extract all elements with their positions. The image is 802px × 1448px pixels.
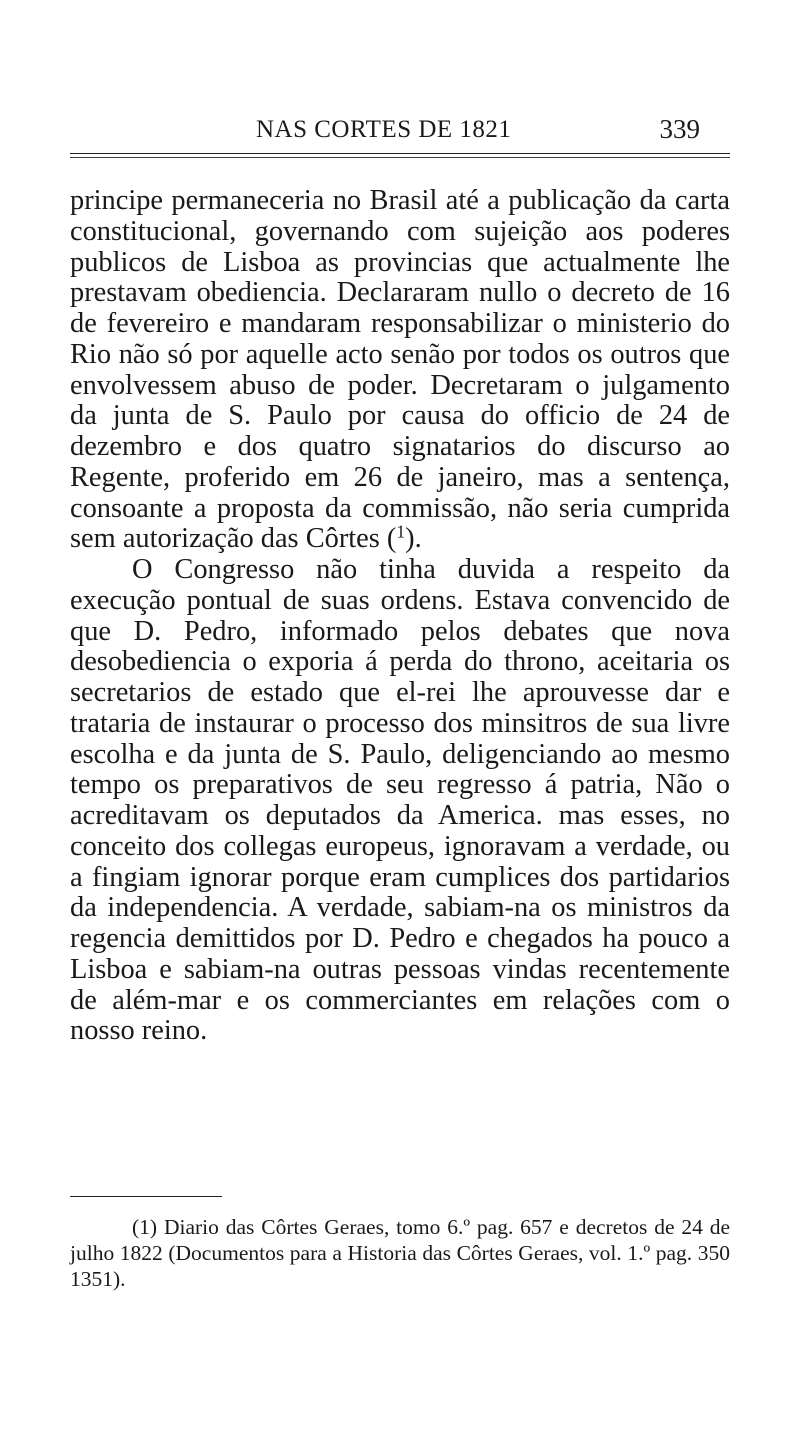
footnote	[70, 1214, 730, 1292]
footnote-rule	[70, 1196, 222, 1197]
running-title: NAS CORTES DE 1821	[256, 116, 512, 143]
paragraph-1-end: ).	[405, 523, 422, 555]
footnote-marker: (1)	[132, 1215, 158, 1239]
paragraph-1	[70, 186, 730, 555]
main-text	[70, 186, 730, 1047]
page-header	[70, 112, 730, 152]
header-rule	[70, 153, 730, 154]
paragraph-1-text: principe permaneceria no Brasil até a publicação da carta constitucional, governando com sujeição aos poderes publicos de Lisboa as provincias que actualmente lhe prestavam obediencia. Declararam nullo o decreto de 16 de fevereiro e mandaram responsabilizar o ministerio do Rio não só por aquelle acto senão por todos os outros que envolvessem abuso de poder. Decretaram o julgamento da junta de S. Paulo por causa do officio de 24 de dezembro e dos quatro signatarios do discurso ao Regente, proferido em 26 de janeiro, mas a sentença, consoante a proposta da commissão, não seria cumprida sem autorização das Côrtes (	[70, 185, 730, 555]
paragraph-2: O Congresso não tinha duvida a respeito da execução pontual de suas ordens. Estava convencido de que D. Pedro, informado pelos debates que nova desobediencia o exporia á perda do throno, aceitaria os secretarios de estado que el-rei lhe aprouvesse dar e trataria de instaurar o processo dos minsitros de sua livre escolha e da junta de S. Paulo, deligenciando ao mesmo tempo os preparativos de seu regresso á patria, Não o acreditavam os deputados da America. mas esses, no conceito dos collegas europeus, ignoravam a verdade, ou a fingiam ignorar porque eram cumplices dos partidarios da independencia. A verdade, sabiam-na os ministros da regencia demittidos por D. Pedro e chegados ha pouco a Lisboa e sabiam-na outras pessoas vindas recentemente de além-mar e os commerciantes em relações com o nosso reino.	[70, 554, 730, 1047]
footnote-reference: 1	[396, 521, 406, 542]
footnote-text: Diario das Côrtes Geraes, tomo 6.º pag. 657 e decretos de 24 de julho 1822 (Documentos para a Historia das Côrtes Geraes, vol. 1.º pag. 350 1351).	[70, 1215, 731, 1291]
header-rule-secondary	[70, 157, 730, 158]
page-number: 339	[659, 114, 700, 144]
